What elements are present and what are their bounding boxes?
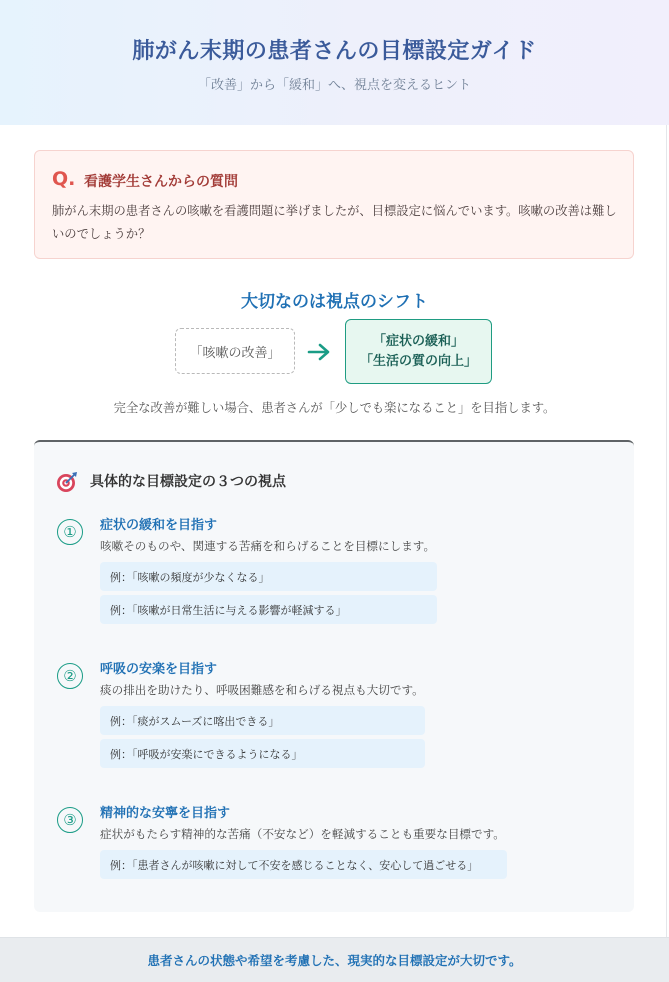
example-item: 例：「呼吸が安楽にできるようになる」 [100, 739, 425, 768]
shift-to-box [345, 319, 492, 384]
question-box [34, 150, 634, 259]
example-item: 例：「咳嗽の頻度が少なくなる」 [100, 562, 437, 591]
shift-note: 完全な改善が難しい場合、患者さんが「少しでも楽になること」を目指します。 [113, 401, 556, 415]
page-title: 肺がん末期の患者さんの目標設定ガイド [132, 39, 537, 64]
shift-title: 大切なのは視点のシフト [241, 292, 428, 312]
page-subtitle: 「改善」から「緩和」へ、視点を変えるヒント [197, 78, 471, 93]
shift-from-box [175, 328, 295, 374]
header [0, 0, 669, 125]
point-description: 痰の排出を助けたり、呼吸困難感を和らげる視点も大切です。 [100, 683, 424, 697]
example-item: 例：「痰がスムーズに喀出できる」 [100, 706, 425, 735]
points-panel [34, 440, 634, 912]
point-number: ① [57, 519, 83, 545]
point-number: ② [57, 663, 83, 689]
point-title: 症状の緩和を目指す [100, 518, 218, 533]
point-description: 咳嗽そのものや、関連する苦痛を和らげることを目標にします。 [100, 539, 436, 553]
point-description: 症状がもたらす精神的な苦痛（不安など）を軽減することも重要な目標です。 [100, 827, 505, 841]
right-arrow-icon [305, 337, 335, 367]
example-item: 例：「咳嗽が日常生活に与える影響が軽減する」 [100, 595, 437, 624]
footer [0, 937, 669, 982]
question-text: 肺がん末期の患者さんの咳嗽を看護問題に挙げましたが、目標設定に悩んでいます。咳嗽の改善は難しいのでしょうか？ [52, 204, 617, 241]
points-title: 具体的な目標設定の３つの視点 [90, 474, 286, 490]
shift-from-label: 「咳嗽の改善」 [189, 345, 281, 361]
footer-text: 患者さんの状態や希望を考慮した、現実的な目標設定が大切です。 [147, 953, 522, 968]
question-mark: Q. [52, 168, 76, 190]
point-title: 精神的な安寧を目指す [100, 806, 231, 821]
shift-to-line1: 「症状の緩和」 [372, 333, 464, 349]
page-edge-rule [666, 125, 667, 937]
shift-to-line2: 「生活の質の向上」 [359, 353, 477, 369]
point-title: 呼吸の安楽を目指す [100, 662, 218, 677]
example-item: 例：「患者さんが咳嗽に対して不安を感じることなく、安心して過ごせる」 [100, 850, 507, 879]
point-number: ③ [57, 807, 83, 833]
question-title: 看護学生さんからの質問 [84, 174, 238, 190]
target-icon [56, 471, 78, 493]
